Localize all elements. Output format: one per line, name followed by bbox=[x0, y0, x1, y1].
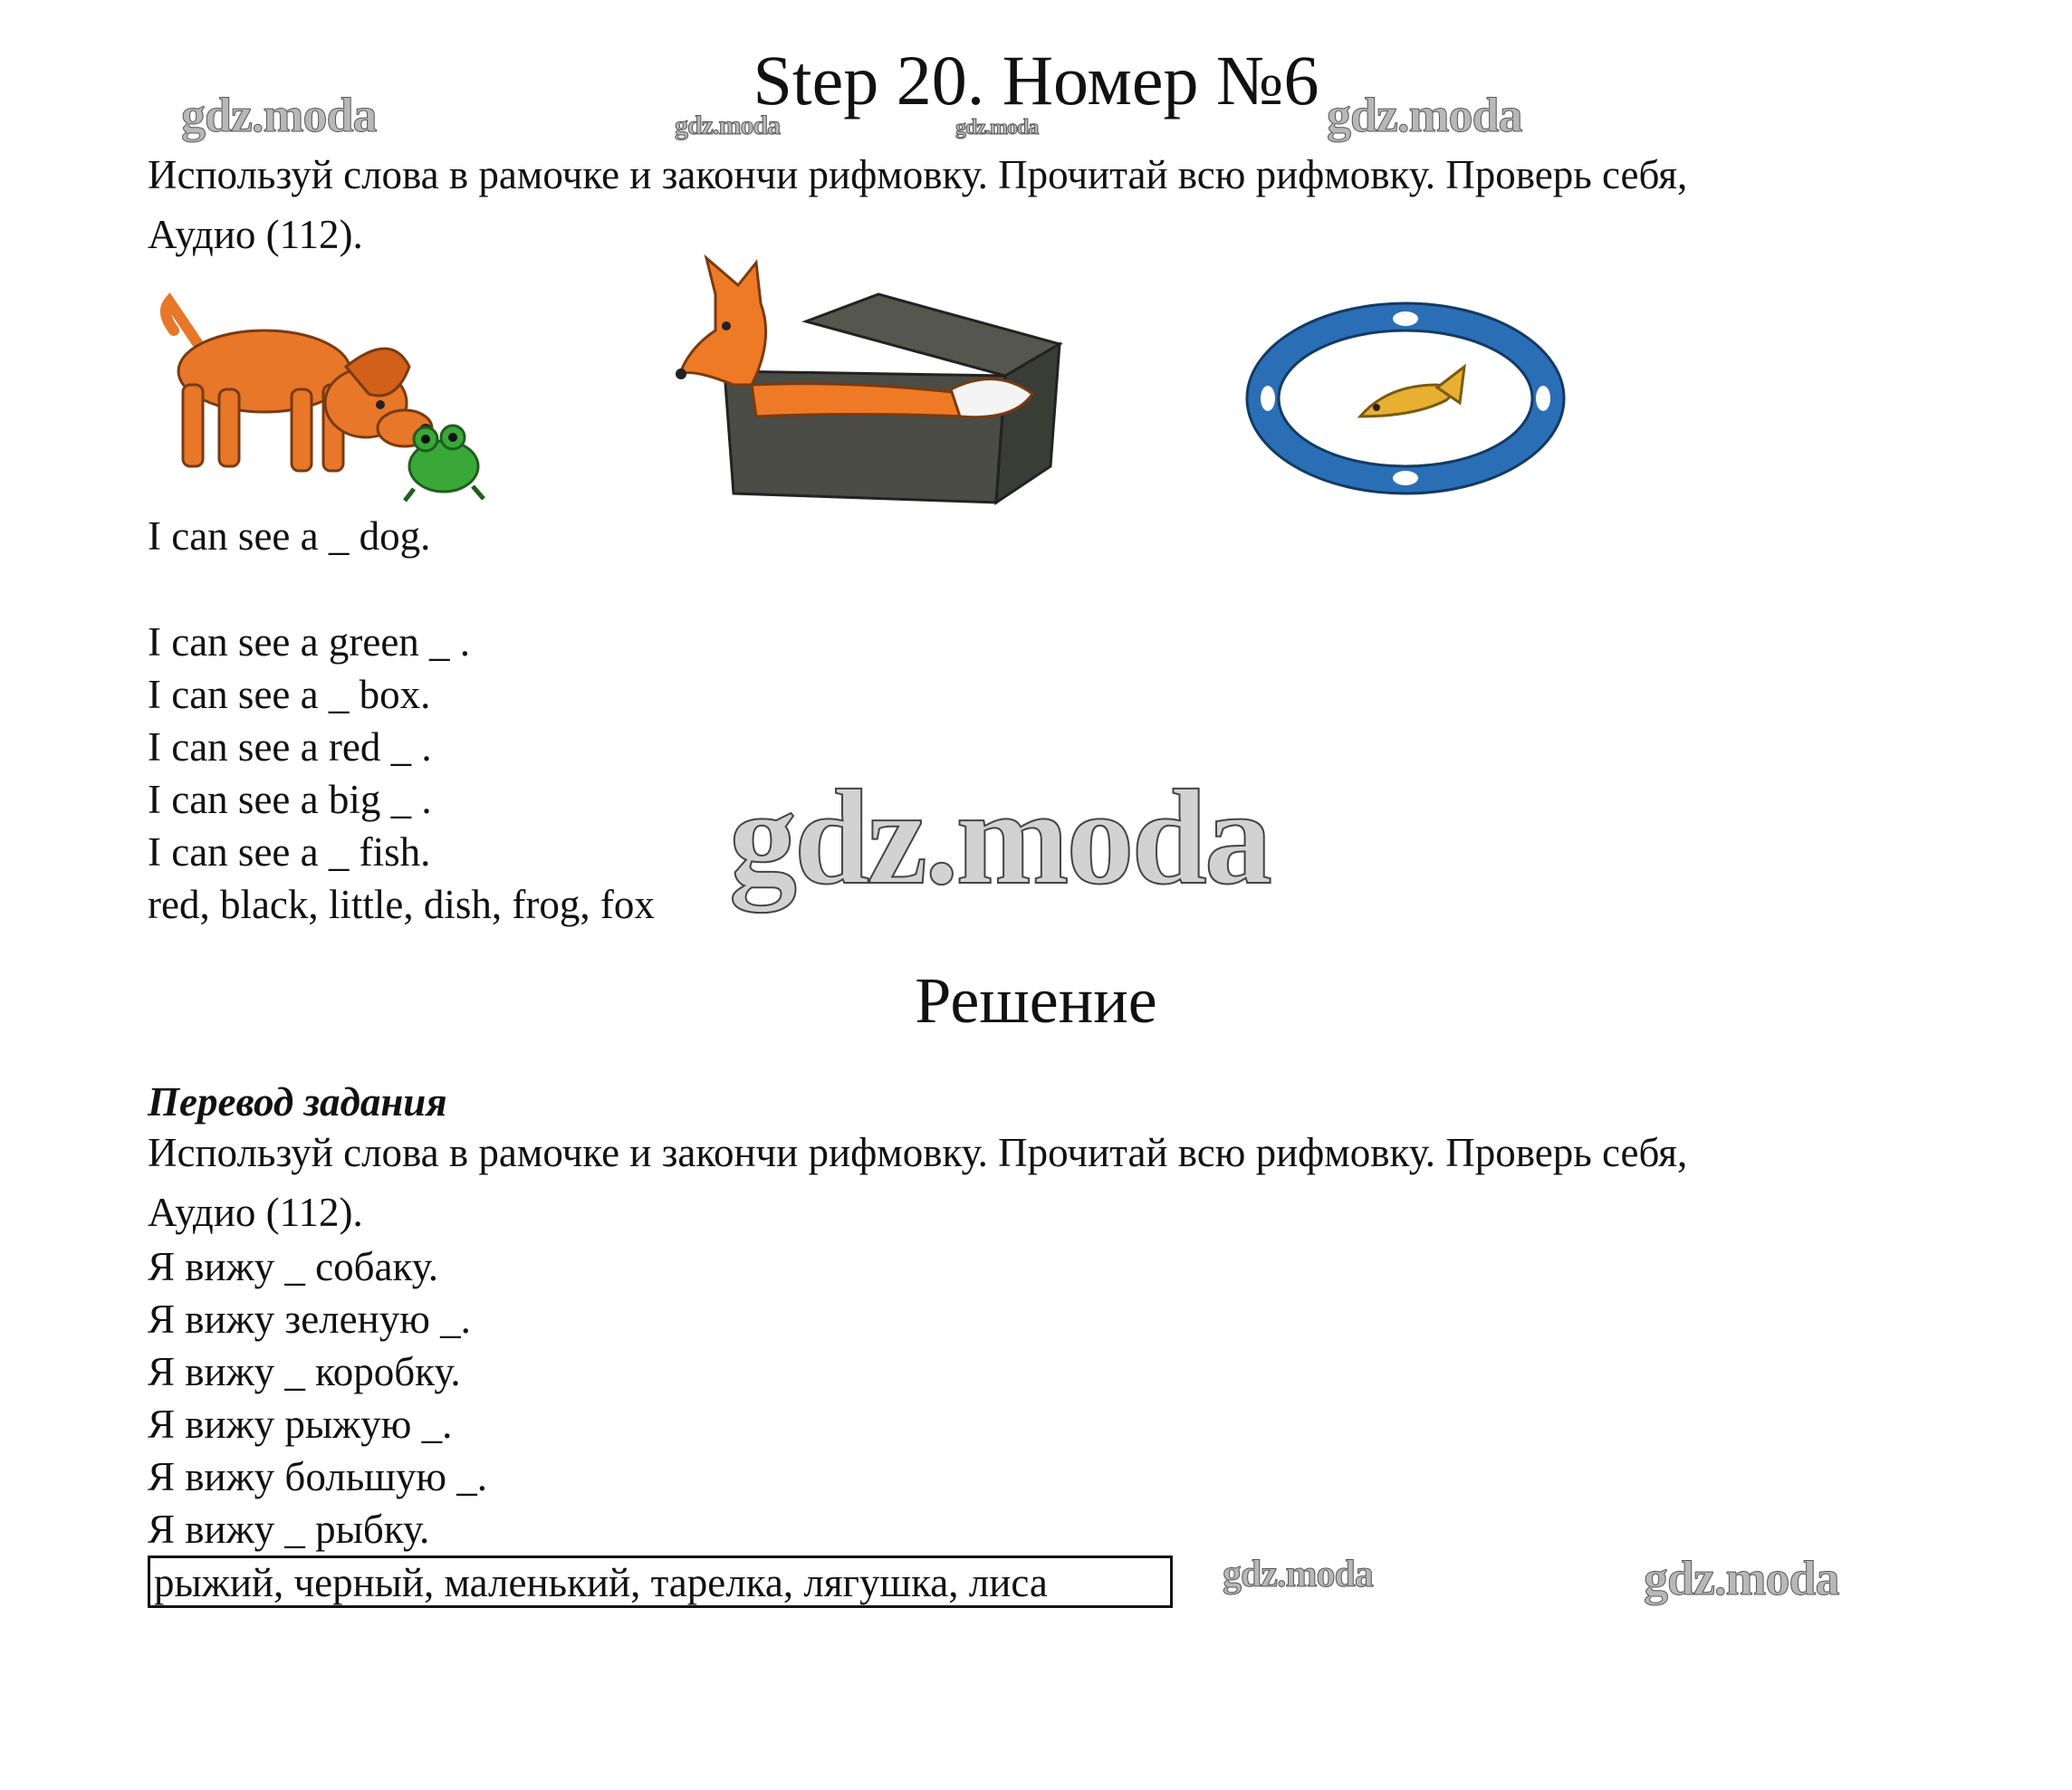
solution-line: Я вижу _ рыбку. bbox=[148, 1507, 430, 1552]
solution-line: Я вижу зеленую _. bbox=[148, 1297, 471, 1342]
watermark-large: gdz.moda bbox=[729, 762, 1270, 913]
watermark: gdz.moda bbox=[955, 116, 1039, 139]
watermark: gdz.moda bbox=[1644, 1551, 1839, 1605]
fox-in-box-illustration bbox=[670, 258, 1069, 512]
task-instruction-tail: Аудио (112). bbox=[148, 212, 363, 257]
watermark: gdz.moda bbox=[1223, 1554, 1373, 1595]
solution-instruction-tail: Аудио (112). bbox=[148, 1190, 363, 1235]
solution-line: Я вижу большую _. bbox=[148, 1454, 487, 1499]
task-line: I can see a green _ . bbox=[148, 619, 471, 665]
task-line: I can see a big _ . bbox=[148, 777, 432, 822]
task-line: I can see a red _ . bbox=[148, 724, 432, 770]
solution-line: Я вижу _ собаку. bbox=[148, 1244, 438, 1289]
task-word-box: red, black, little, dish, frog, fox bbox=[148, 882, 655, 927]
task-instruction: Используй слова в рамочке и закончи рифмовку. Прочитай всю рифмовку. Проверь себя, bbox=[148, 152, 1688, 197]
watermark: gdz.moda bbox=[675, 110, 781, 140]
task-line: I can see a _ fish. bbox=[148, 829, 431, 875]
page-title: Step 20. Номер №6 bbox=[753, 41, 1319, 120]
dog-icon bbox=[166, 302, 432, 471]
solution-line: Я вижу _ коробку. bbox=[148, 1349, 461, 1394]
solution-subheading: Перевод задания bbox=[148, 1079, 447, 1125]
frog-icon bbox=[405, 426, 484, 501]
watermark: gdz.moda bbox=[1327, 88, 1522, 142]
solution-word-box: рыжий, черный, маленький, тарелка, лягушка, лиса bbox=[148, 1555, 1173, 1608]
watermark: gdz.moda bbox=[181, 88, 377, 142]
task-line: I can see a _ box. bbox=[148, 672, 431, 717]
task-line: I can see a _ dog. bbox=[148, 513, 431, 559]
solution-heading: Решение bbox=[915, 964, 1157, 1037]
dog-and-frog-illustration bbox=[156, 294, 491, 503]
fish-on-dish-illustration bbox=[1242, 299, 1568, 498]
solution-instruction: Используй слова в рамочке и закончи рифмовку. Прочитай всю рифмовку. Проверь себя, bbox=[148, 1130, 1688, 1175]
solution-line: Я вижу рыжую _. bbox=[148, 1402, 453, 1447]
